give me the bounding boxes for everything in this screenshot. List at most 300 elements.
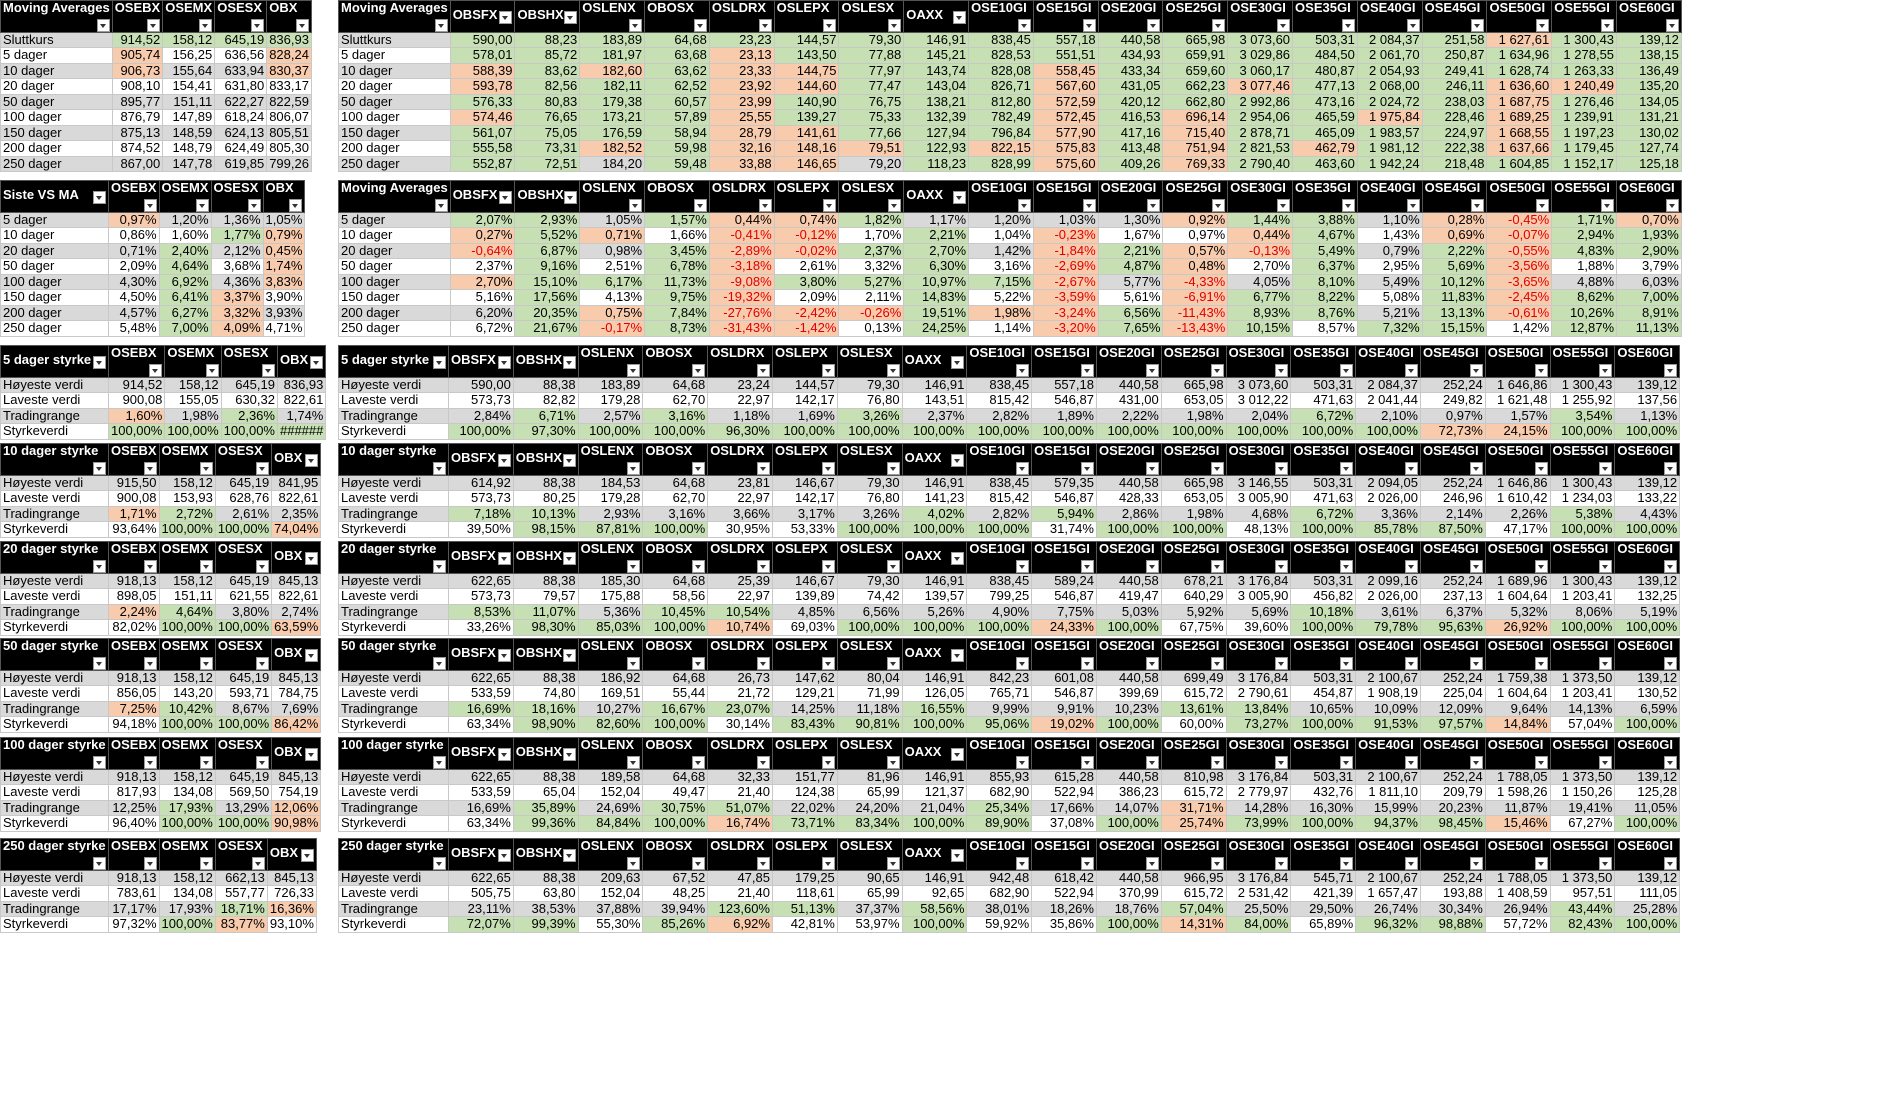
table-cell[interactable]: -3,59% <box>1033 290 1098 306</box>
filter-dropdown-icon[interactable] <box>1212 199 1225 212</box>
filter-dropdown-icon[interactable] <box>1275 364 1288 377</box>
table-cell[interactable]: 175,88 <box>578 589 643 605</box>
column-header-oslenx[interactable] <box>578 738 643 770</box>
table-cell[interactable]: 26,73 <box>708 670 773 686</box>
column-header-osebx[interactable] <box>112 1 163 33</box>
table-cell[interactable]: 67,52 <box>643 870 708 886</box>
table-cell[interactable]: 97,32% <box>109 917 160 933</box>
table-cell[interactable]: 11,18% <box>837 701 902 717</box>
column-header-oslenx[interactable] <box>578 444 643 476</box>
table-cell[interactable]: 463,60 <box>1293 156 1358 172</box>
table-cell[interactable]: 454,87 <box>1291 686 1356 702</box>
column-header-obosx[interactable] <box>643 839 708 871</box>
column-header-obsfx[interactable] <box>450 181 515 213</box>
table-cell[interactable]: 615,72 <box>1161 785 1226 801</box>
row-label[interactable]: Laveste verdi <box>1 886 109 902</box>
filter-dropdown-icon[interactable] <box>1016 657 1029 670</box>
table-cell[interactable]: 456,82 <box>1291 589 1356 605</box>
filter-dropdown-icon[interactable] <box>627 560 640 573</box>
table-cell[interactable]: 23,07% <box>708 701 773 717</box>
table-cell[interactable]: 2,14% <box>1420 506 1485 522</box>
column-header-ose50gi[interactable] <box>1485 639 1550 671</box>
filter-dropdown-icon[interactable] <box>1081 364 1094 377</box>
table-cell[interactable]: 8,57% <box>1293 321 1358 337</box>
table-cell[interactable]: 6,20% <box>450 305 515 321</box>
table-cell[interactable]: 0,44% <box>709 212 774 228</box>
table-cell[interactable]: 252,24 <box>1420 870 1485 886</box>
table-cell[interactable]: 1 408,59 <box>1485 886 1550 902</box>
column-header-ose35gi[interactable] <box>1291 738 1356 770</box>
table-cell[interactable]: 63,59% <box>272 620 321 636</box>
table-cell[interactable]: 465,09 <box>1293 125 1358 141</box>
filter-dropdown-icon[interactable] <box>1342 199 1355 212</box>
filter-dropdown-icon[interactable] <box>757 756 770 769</box>
table-cell[interactable]: 20,35% <box>515 305 580 321</box>
column-header-obsfx[interactable] <box>450 1 515 33</box>
table-cell[interactable]: 75,05 <box>515 125 580 141</box>
table-cell[interactable]: 2,21% <box>1098 243 1163 259</box>
table-cell[interactable]: 1,17% <box>904 212 969 228</box>
table-cell[interactable]: 845,13 <box>272 769 321 785</box>
table-cell[interactable]: 5,38% <box>1550 506 1615 522</box>
filter-dropdown-icon[interactable] <box>1601 199 1614 212</box>
table-cell[interactable]: 9,91% <box>1032 701 1097 717</box>
table-cell[interactable]: 653,05 <box>1161 393 1226 409</box>
table-cell[interactable]: 503,31 <box>1291 670 1356 686</box>
table-cell[interactable]: 546,87 <box>1032 686 1097 702</box>
table-cell[interactable]: 2 099,16 <box>1356 573 1421 589</box>
column-header-osemx[interactable] <box>159 639 215 671</box>
row-label[interactable]: Høyeste verdi <box>1 670 109 686</box>
column-header-ose45gi[interactable] <box>1420 738 1485 770</box>
table-cell[interactable]: 3,80% <box>215 604 271 620</box>
table-cell[interactable]: 125,18 <box>1617 156 1682 172</box>
table-cell[interactable]: 546,87 <box>1032 589 1097 605</box>
filter-dropdown-icon[interactable] <box>1211 560 1224 573</box>
filter-dropdown-icon[interactable] <box>627 462 640 475</box>
filter-dropdown-icon[interactable] <box>1277 199 1290 212</box>
table-cell[interactable]: 74,42 <box>837 589 902 605</box>
table-cell[interactable]: 1 788,05 <box>1485 870 1550 886</box>
table-cell[interactable]: 82,56 <box>515 79 580 95</box>
filter-dropdown-icon[interactable] <box>629 19 642 32</box>
table-cell[interactable]: -0,45% <box>1487 212 1552 228</box>
table-cell[interactable]: 173,21 <box>580 110 645 126</box>
table-cell[interactable]: 2 790,40 <box>1228 156 1293 172</box>
column-header-obx[interactable] <box>277 346 325 378</box>
table-cell[interactable]: 440,58 <box>1096 573 1161 589</box>
table-cell[interactable]: 2 084,37 <box>1356 377 1421 393</box>
table-cell[interactable]: 503,31 <box>1291 769 1356 785</box>
table-cell[interactable]: 5,16% <box>450 290 515 306</box>
table-cell[interactable]: 799,25 <box>967 589 1032 605</box>
column-header-obx[interactable] <box>272 444 321 476</box>
column-header-obosx[interactable] <box>643 738 708 770</box>
table-cell[interactable]: 0,79% <box>263 228 305 244</box>
table-cell[interactable]: 5,27% <box>839 274 904 290</box>
column-header-ose40gi[interactable] <box>1356 444 1421 476</box>
table-cell[interactable]: 94,18% <box>109 717 160 733</box>
table-cell[interactable]: 100,00% <box>159 717 215 733</box>
column-header-oaxx[interactable] <box>902 738 967 770</box>
column-header-ose55gi[interactable] <box>1550 346 1615 378</box>
column-header-obsfx[interactable] <box>449 346 514 378</box>
table-cell[interactable]: 75,33 <box>839 110 904 126</box>
table-cell[interactable]: 64,68 <box>643 573 708 589</box>
table-cell[interactable]: 1 373,50 <box>1550 870 1615 886</box>
filter-dropdown-icon[interactable] <box>1081 756 1094 769</box>
table-cell[interactable]: 1,60% <box>159 228 211 244</box>
filter-dropdown-icon[interactable] <box>1405 857 1418 870</box>
table-cell[interactable]: 100,00% <box>1161 522 1226 538</box>
table-cell[interactable]: 218,48 <box>1422 156 1487 172</box>
table-cell[interactable]: 62,70 <box>643 491 708 507</box>
table-cell[interactable]: 2,93% <box>515 212 580 228</box>
table-cell[interactable]: 628,76 <box>215 491 271 507</box>
column-header-obsfx[interactable] <box>449 542 514 574</box>
filter-dropdown-icon[interactable] <box>1081 462 1094 475</box>
table-cell[interactable]: 37,37% <box>837 901 902 917</box>
filter-dropdown-icon[interactable] <box>627 756 640 769</box>
table-cell[interactable]: 546,87 <box>1032 393 1097 409</box>
table-cell[interactable]: 900,08 <box>109 393 165 409</box>
table-cell[interactable]: -0,17% <box>580 321 645 337</box>
row-label[interactable]: 50 dager <box>1 94 113 110</box>
filter-dropdown-icon[interactable] <box>97 19 110 32</box>
table-cell[interactable]: 682,90 <box>967 886 1032 902</box>
column-header-ose35gi[interactable] <box>1293 181 1358 213</box>
column-header-oslepx[interactable] <box>772 639 837 671</box>
table-cell[interactable]: -19,32% <box>709 290 774 306</box>
filter-dropdown-icon[interactable] <box>1081 857 1094 870</box>
table-cell[interactable]: 62,52 <box>645 79 710 95</box>
table-cell[interactable]: 558,45 <box>1033 63 1098 79</box>
table-cell[interactable]: 1 598,26 <box>1485 785 1550 801</box>
table-cell[interactable]: 0,70% <box>1617 212 1682 228</box>
table-cell[interactable]: 5,77% <box>1098 274 1163 290</box>
table-cell[interactable]: 4,13% <box>580 290 645 306</box>
filter-dropdown-icon[interactable] <box>1664 756 1677 769</box>
table-cell[interactable]: 503,31 <box>1291 573 1356 589</box>
table-cell[interactable]: 614,92 <box>449 475 514 491</box>
table-cell[interactable]: 633,94 <box>215 63 267 79</box>
table-cell[interactable]: 100,00% <box>159 620 215 636</box>
table-cell[interactable]: 6,37% <box>1420 604 1485 620</box>
column-header-ose45gi[interactable] <box>1420 346 1485 378</box>
column-header-oaxx[interactable] <box>902 444 967 476</box>
table-cell[interactable]: 1 276,46 <box>1552 94 1617 110</box>
table-cell[interactable]: 4,90% <box>967 604 1032 620</box>
table-cell[interactable]: 67,27% <box>1550 816 1615 832</box>
table-cell[interactable]: -4,33% <box>1163 274 1228 290</box>
table-cell[interactable]: 631,80 <box>215 79 267 95</box>
row-label[interactable]: Styrkeverdi <box>1 816 109 832</box>
column-header-obshx[interactable] <box>513 639 578 671</box>
table-cell[interactable]: 1 689,25 <box>1487 110 1552 126</box>
table-cell[interactable]: 125,28 <box>1615 785 1680 801</box>
table-cell[interactable]: 7,00% <box>1617 290 1682 306</box>
table-cell[interactable]: 465,59 <box>1293 110 1358 126</box>
table-cell[interactable]: 88,23 <box>515 32 580 48</box>
filter-dropdown-icon[interactable] <box>149 364 162 377</box>
column-header-obx[interactable] <box>272 639 321 671</box>
table-cell[interactable]: 83,43% <box>772 717 837 733</box>
table-cell[interactable]: 63,80 <box>513 886 578 902</box>
table-cell[interactable]: 10,65% <box>1291 701 1356 717</box>
table-cell[interactable]: 2 054,93 <box>1357 63 1422 79</box>
column-header-ose15gi[interactable] <box>1033 181 1098 213</box>
row-label[interactable]: Høyeste verdi <box>1 377 109 393</box>
table-cell[interactable]: 16,36% <box>267 901 316 917</box>
column-header-ose15gi[interactable] <box>1032 738 1097 770</box>
table-cell[interactable]: 6,78% <box>645 259 710 275</box>
filter-dropdown-icon[interactable] <box>1018 19 1031 32</box>
table-cell[interactable]: 146,67 <box>772 573 837 589</box>
row-label[interactable]: Laveste verdi <box>339 589 449 605</box>
table-cell[interactable]: 23,81 <box>708 475 773 491</box>
table-cell[interactable]: 3,90% <box>263 290 305 306</box>
table-cell[interactable]: 2,35% <box>272 506 321 522</box>
column-header-ose60gi[interactable] <box>1615 346 1680 378</box>
table-cell[interactable]: -0,12% <box>774 228 839 244</box>
filter-dropdown-icon[interactable] <box>1405 657 1418 670</box>
table-cell[interactable]: 143,51 <box>902 393 967 409</box>
table-cell[interactable]: 5,08% <box>1357 290 1422 306</box>
table-cell[interactable]: 0,74% <box>774 212 839 228</box>
column-header-ose40gi[interactable] <box>1356 542 1421 574</box>
table-cell[interactable]: 1,98% <box>1161 408 1226 424</box>
table-cell[interactable]: 179,38 <box>580 94 645 110</box>
filter-dropdown-icon[interactable] <box>1016 756 1029 769</box>
table-cell[interactable]: 100,00% <box>1096 717 1161 733</box>
filter-dropdown-icon[interactable] <box>256 756 269 769</box>
table-cell[interactable]: 3 073,60 <box>1228 32 1293 48</box>
table-cell[interactable]: 1 788,05 <box>1485 769 1550 785</box>
table-cell[interactable]: 16,30% <box>1291 800 1356 816</box>
filter-dropdown-icon[interactable] <box>435 19 448 32</box>
filter-dropdown-icon[interactable] <box>759 19 772 32</box>
filter-dropdown-icon[interactable] <box>93 356 106 369</box>
table-cell[interactable]: 2,09% <box>774 290 839 306</box>
table-cell[interactable]: 2 024,72 <box>1357 94 1422 110</box>
column-header-ose30gi[interactable] <box>1228 1 1293 33</box>
filter-dropdown-icon[interactable] <box>256 560 269 573</box>
filter-dropdown-icon[interactable] <box>305 748 318 761</box>
table-cell[interactable]: 97,30% <box>513 424 578 440</box>
table-cell[interactable]: 169,51 <box>578 686 643 702</box>
table-cell[interactable]: 74,80 <box>513 686 578 702</box>
table-cell[interactable]: 139,89 <box>772 589 837 605</box>
table-cell[interactable]: 822,61 <box>272 491 321 507</box>
table-cell[interactable]: 22,97 <box>708 491 773 507</box>
table-cell[interactable]: 95,63% <box>1420 620 1485 636</box>
table-cell[interactable]: 121,37 <box>902 785 967 801</box>
column-header-ose30gi[interactable] <box>1226 639 1291 671</box>
table-cell[interactable]: 433,34 <box>1098 63 1163 79</box>
table-cell[interactable]: 16,69% <box>449 800 514 816</box>
table-cell[interactable]: 24,33% <box>1032 620 1097 636</box>
column-header-ose60gi[interactable] <box>1617 1 1682 33</box>
table-cell[interactable]: 64,68 <box>643 475 708 491</box>
column-header-obx[interactable] <box>272 738 321 770</box>
filter-dropdown-icon[interactable] <box>1275 462 1288 475</box>
filter-dropdown-icon[interactable] <box>498 649 511 662</box>
table-cell[interactable]: 100,00% <box>772 424 837 440</box>
table-cell[interactable]: 905,74 <box>112 48 163 64</box>
table-cell[interactable]: 2,24% <box>109 604 160 620</box>
table-cell[interactable]: 64,68 <box>643 670 708 686</box>
table-cell[interactable]: 155,64 <box>163 63 215 79</box>
filter-dropdown-icon[interactable] <box>1083 199 1096 212</box>
filter-dropdown-icon[interactable] <box>1471 19 1484 32</box>
table-cell[interactable]: 71,99 <box>837 686 902 702</box>
table-cell[interactable]: 131,21 <box>1617 110 1682 126</box>
table-cell[interactable]: 146,91 <box>902 870 967 886</box>
table-cell[interactable]: 83,34% <box>837 816 902 832</box>
table-cell[interactable]: 1,43% <box>1357 228 1422 244</box>
filter-dropdown-icon[interactable] <box>888 199 901 212</box>
table-cell[interactable]: 4,05% <box>1228 274 1293 290</box>
table-cell[interactable]: 22,97 <box>708 589 773 605</box>
table-cell[interactable]: 48,25 <box>643 886 708 902</box>
table-cell[interactable]: 59,48 <box>645 156 710 172</box>
table-cell[interactable]: 1 373,50 <box>1550 769 1615 785</box>
filter-dropdown-icon[interactable] <box>951 356 964 369</box>
table-cell[interactable]: 25,39 <box>708 573 773 589</box>
filter-dropdown-icon[interactable] <box>1340 364 1353 377</box>
table-cell[interactable]: 2,61% <box>774 259 839 275</box>
column-header-ose45gi[interactable] <box>1420 639 1485 671</box>
table-title-cell[interactable] <box>1 738 109 770</box>
column-header-obshx[interactable] <box>513 839 578 871</box>
table-cell[interactable]: 179,28 <box>578 393 643 409</box>
table-cell[interactable]: 246,11 <box>1422 79 1487 95</box>
table-cell[interactable]: 100,00% <box>1550 424 1615 440</box>
table-cell[interactable]: 67,75% <box>1161 620 1226 636</box>
table-cell[interactable]: 555,58 <box>450 141 515 157</box>
filter-dropdown-icon[interactable] <box>144 756 157 769</box>
table-cell[interactable]: 151,77 <box>772 769 837 785</box>
table-cell[interactable]: 557,18 <box>1033 32 1098 48</box>
table-cell[interactable]: 1,36% <box>211 212 263 228</box>
filter-dropdown-icon[interactable] <box>1599 756 1612 769</box>
column-header-oslepx[interactable] <box>772 346 837 378</box>
table-cell[interactable]: 100,00% <box>1550 522 1615 538</box>
table-cell[interactable]: 183,89 <box>578 377 643 393</box>
table-cell[interactable]: 144,57 <box>772 377 837 393</box>
table-cell[interactable]: 90,65 <box>837 870 902 886</box>
table-cell[interactable]: 6,72% <box>1291 408 1356 424</box>
table-cell[interactable]: 23,13 <box>709 48 774 64</box>
table-cell[interactable]: 645,19 <box>215 670 271 686</box>
table-cell[interactable]: 6,17% <box>580 274 645 290</box>
table-cell[interactable]: 838,45 <box>967 573 1032 589</box>
column-header-oslesx[interactable] <box>837 542 902 574</box>
filter-dropdown-icon[interactable] <box>822 657 835 670</box>
table-cell[interactable]: 19,02% <box>1032 717 1097 733</box>
filter-dropdown-icon[interactable] <box>1599 462 1612 475</box>
filter-dropdown-icon[interactable] <box>1535 462 1548 475</box>
table-cell[interactable]: 855,93 <box>967 769 1032 785</box>
table-cell[interactable]: 645,19 <box>215 573 271 589</box>
filter-dropdown-icon[interactable] <box>498 849 511 862</box>
table-cell[interactable]: 25,74% <box>1161 816 1226 832</box>
table-cell[interactable]: 51,13% <box>772 901 837 917</box>
table-cell[interactable]: 250,87 <box>1422 48 1487 64</box>
column-header-ose60gi[interactable] <box>1615 839 1680 871</box>
table-cell[interactable]: 572,59 <box>1033 94 1098 110</box>
table-cell[interactable]: 134,05 <box>1617 94 1682 110</box>
filter-dropdown-icon[interactable] <box>1536 199 1549 212</box>
table-cell[interactable]: 64,68 <box>643 377 708 393</box>
table-cell[interactable]: 90,98% <box>272 816 321 832</box>
table-cell[interactable]: 31,74% <box>1032 522 1097 538</box>
table-cell[interactable]: 85,26% <box>643 917 708 933</box>
table-cell[interactable]: 15,99% <box>1356 800 1421 816</box>
table-cell[interactable]: 1,18% <box>708 408 773 424</box>
table-cell[interactable]: 1,05% <box>580 212 645 228</box>
table-cell[interactable]: 80,04 <box>837 670 902 686</box>
table-cell[interactable]: 72,07% <box>449 917 514 933</box>
table-cell[interactable]: 139,12 <box>1615 670 1680 686</box>
table-cell[interactable]: 90,81% <box>837 717 902 733</box>
table-cell[interactable]: 12,87% <box>1552 321 1617 337</box>
filter-dropdown-icon[interactable] <box>627 857 640 870</box>
table-cell[interactable]: 23,23 <box>709 32 774 48</box>
table-cell[interactable]: 828,08 <box>969 63 1034 79</box>
table-cell[interactable]: 806,07 <box>267 110 312 126</box>
table-cell[interactable]: 874,52 <box>112 141 163 157</box>
table-cell[interactable]: 100,00% <box>643 717 708 733</box>
table-cell[interactable]: 5,61% <box>1098 290 1163 306</box>
table-cell[interactable]: 94,37% <box>1356 816 1421 832</box>
table-cell[interactable]: 73,31 <box>515 141 580 157</box>
table-cell[interactable]: 645,19 <box>215 769 271 785</box>
table-cell[interactable]: 522,94 <box>1032 886 1097 902</box>
table-cell[interactable]: -11,43% <box>1163 305 1228 321</box>
filter-dropdown-icon[interactable] <box>1599 657 1612 670</box>
filter-dropdown-icon[interactable] <box>93 756 106 769</box>
table-cell[interactable]: 0,57% <box>1163 243 1228 259</box>
table-cell[interactable]: 0,79% <box>1357 243 1422 259</box>
table-cell[interactable]: 100,00% <box>1291 816 1356 832</box>
column-header-ose40gi[interactable] <box>1356 839 1421 871</box>
column-header-oaxx[interactable] <box>902 542 967 574</box>
table-cell[interactable]: 100,00% <box>902 917 967 933</box>
table-cell[interactable]: 812,80 <box>969 94 1034 110</box>
table-cell[interactable]: 249,82 <box>1420 393 1485 409</box>
filter-dropdown-icon[interactable] <box>887 756 900 769</box>
table-cell[interactable]: 621,55 <box>215 589 271 605</box>
table-cell[interactable]: 88,38 <box>513 769 578 785</box>
table-cell[interactable]: 1,57% <box>645 212 710 228</box>
table-cell[interactable]: 409,26 <box>1098 156 1163 172</box>
table-cell[interactable]: 100,00% <box>643 816 708 832</box>
row-label[interactable]: 150 dager <box>339 125 451 141</box>
table-cell[interactable]: 4,64% <box>159 259 211 275</box>
column-header-ose55gi[interactable] <box>1550 738 1615 770</box>
table-cell[interactable]: 72,73% <box>1420 424 1485 440</box>
table-cell[interactable]: 17,17% <box>109 901 160 917</box>
column-header-ose50gi[interactable] <box>1485 542 1550 574</box>
row-label[interactable]: Høyeste verdi <box>1 475 109 491</box>
table-cell[interactable]: 1,69% <box>772 408 837 424</box>
table-cell[interactable]: 1 300,43 <box>1550 475 1615 491</box>
table-cell[interactable]: 1 646,86 <box>1485 377 1550 393</box>
table-cell[interactable]: 100,00% <box>1226 424 1291 440</box>
table-cell[interactable]: 662,80 <box>1163 94 1228 110</box>
filter-dropdown-icon[interactable] <box>301 849 314 862</box>
